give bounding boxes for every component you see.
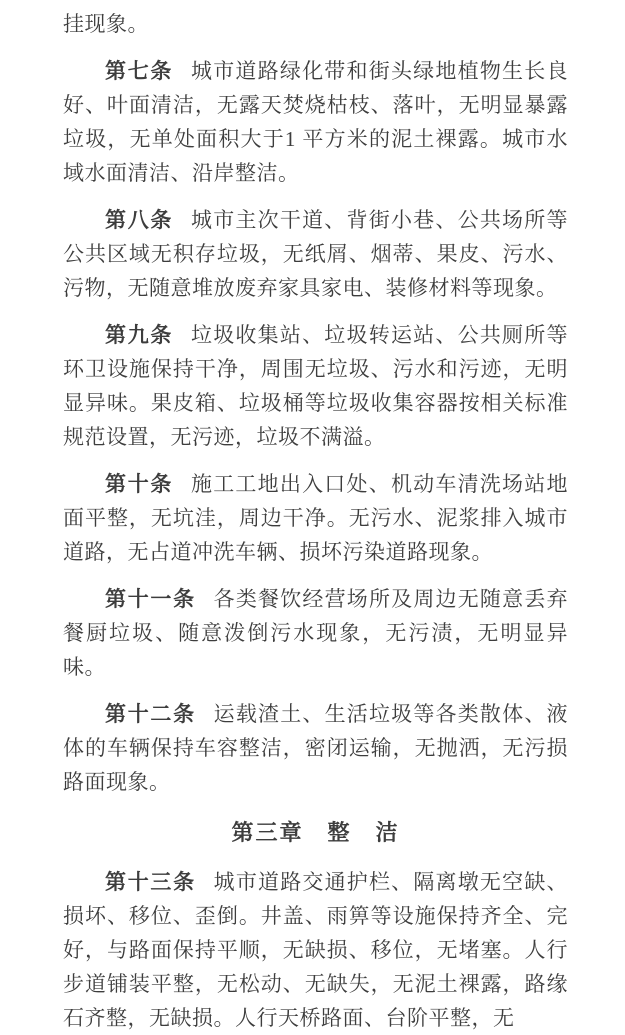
chapter-heading-text: 第三章 整 洁 — [231, 820, 400, 845]
article-8-text: 城市主次干道、背街小巷、公共场所等公共区域无积存垃圾，无纸屑、烟蒂、果皮、污水、污物，无随意堆放废弃家具家电、装修材料等现象。 — [63, 208, 568, 300]
article-9-label: 第九条 — [105, 323, 174, 347]
article-11-label: 第十一条 — [105, 587, 196, 611]
article-12-text: 运载渣土、生活垃圾等各类散体、液体的车辆保持车容整洁，密闭运输，无抛洒，无污损路面现象。 — [63, 702, 569, 794]
article-10-label: 第十条 — [105, 472, 174, 496]
article-10-text: 施工工地出入口处、机动车清洗场站地面平整，无坑洼，周边干净。无污水、泥浆排入城市道路，无占道冲洗车辆、损坏污染道路现象。 — [63, 472, 568, 564]
article-8 — [63, 203, 568, 305]
article-11-text: 各类餐饮经营场所及周边无随意丢弃餐厨垃圾、随意泼倒污水现象，无污渍，无明显异味。 — [63, 587, 569, 679]
article-9 — [63, 318, 568, 454]
article-13-text: 城市道路交通护栏、隔离墩无空缺、损坏、移位、歪倒。井盖、雨箅等设施保持齐全、完好，与路面保持平顺，无缺损、移位，无堵塞。人行步道铺装平整，无松动、无缺失，无泥土裸露，路缘石齐整，无缺损。人行天桥路面、台阶平整，无 — [63, 870, 569, 1030]
paragraph-continuation — [63, 7, 568, 41]
article-7-text: 城市道路绿化带和街头绿地植物生长良好、叶面清洁，无露天焚烧枯枝、落叶，无明显暴露垃圾，无单处面积大于1 平方米的泥土裸露。城市水域水面清洁、沿岸整洁。 — [63, 59, 568, 185]
article-12 — [63, 697, 568, 799]
chapter-heading — [63, 816, 568, 850]
article-9-text: 垃圾收集站、垃圾转运站、公共厕所等环卫设施保持干净，周围无垃圾、污水和污迹，无明显异味。果皮箱、垃圾桶等垃圾收集容器按相关标准规范设置，无污迹，垃圾不满溢。 — [63, 323, 568, 449]
article-12-label: 第十二条 — [105, 702, 196, 726]
article-11 — [63, 582, 568, 684]
article-10 — [63, 467, 568, 569]
article-7 — [63, 54, 568, 190]
article-7-label: 第七条 — [105, 59, 174, 83]
article-13-label: 第十三条 — [105, 870, 196, 894]
paragraph-text: 挂现象。 — [63, 12, 149, 36]
article-8-label: 第八条 — [105, 208, 174, 232]
article-13 — [63, 865, 568, 1035]
